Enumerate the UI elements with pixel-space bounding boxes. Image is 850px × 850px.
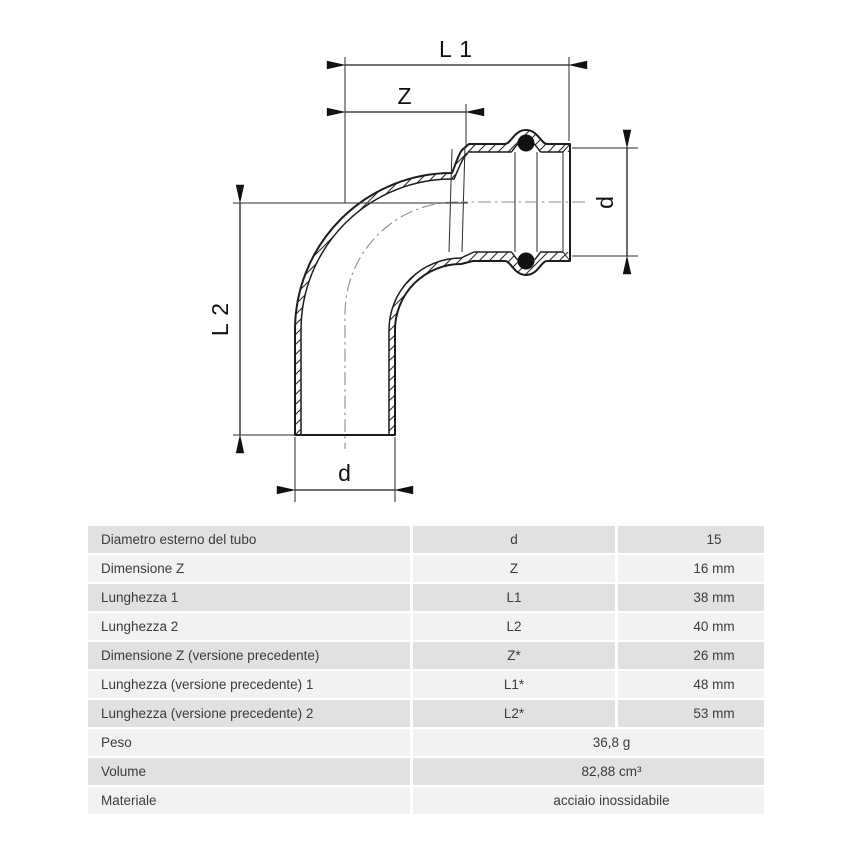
row-symbol: L1: [413, 584, 615, 611]
centerline: [345, 202, 585, 449]
row-label: Lunghezza 2: [88, 613, 410, 640]
row-symbol: L1*: [413, 671, 615, 698]
row-label: Materiale: [88, 787, 410, 814]
row-value: 40 mm: [618, 613, 764, 640]
table-row: [88, 729, 764, 756]
row-symbol: d: [413, 526, 615, 553]
row-label: Peso: [88, 729, 410, 756]
row-symbol: L2: [413, 613, 615, 640]
table-row: [88, 613, 764, 640]
label-l1: L 1: [438, 36, 474, 62]
row-label: Lunghezza (versione precedente) 1: [88, 671, 410, 698]
label-d-right: d: [592, 195, 618, 209]
bore-contour-left: [301, 153, 468, 435]
label-l2: L 2: [207, 301, 233, 337]
table-row: [88, 642, 764, 669]
row-value: acciaio inossidabile: [413, 787, 764, 814]
table-row: [88, 787, 764, 814]
bore-contour-right: [389, 252, 474, 435]
row-value: 48 mm: [618, 671, 764, 698]
table-row: [88, 584, 764, 611]
row-value: 53 mm: [618, 700, 764, 727]
table-row: [88, 758, 764, 785]
row-label: Lunghezza 1: [88, 584, 410, 611]
row-symbol: Z: [413, 555, 615, 582]
table-row: [88, 526, 764, 553]
o-ring-bottom: [518, 253, 535, 270]
row-label: Lunghezza (versione precedente) 2: [88, 700, 410, 727]
row-label: Dimensione Z (versione precedente): [88, 642, 410, 669]
row-value: 15: [618, 526, 764, 553]
row-symbol: Z*: [413, 642, 615, 669]
row-value: 38 mm: [618, 584, 764, 611]
spec-table: [88, 526, 764, 816]
row-value: 16 mm: [618, 555, 764, 582]
table-row: [88, 555, 764, 582]
row-value: 82,88 cm³: [413, 758, 764, 785]
row-label: Volume: [88, 758, 410, 785]
extension-lines: [233, 57, 638, 502]
table-row: [88, 671, 764, 698]
row-label: Dimensione Z: [88, 555, 410, 582]
wall-hatching: [295, 130, 570, 435]
row-value: 26 mm: [618, 642, 764, 669]
row-symbol: L2*: [413, 700, 615, 727]
label-z: Z: [397, 83, 413, 109]
row-value: 36,8 g: [413, 729, 764, 756]
table-row: [88, 700, 764, 727]
row-label: Diametro esterno del tubo: [88, 526, 410, 553]
o-ring-top: [518, 135, 535, 152]
label-d-bottom: d: [338, 460, 352, 486]
